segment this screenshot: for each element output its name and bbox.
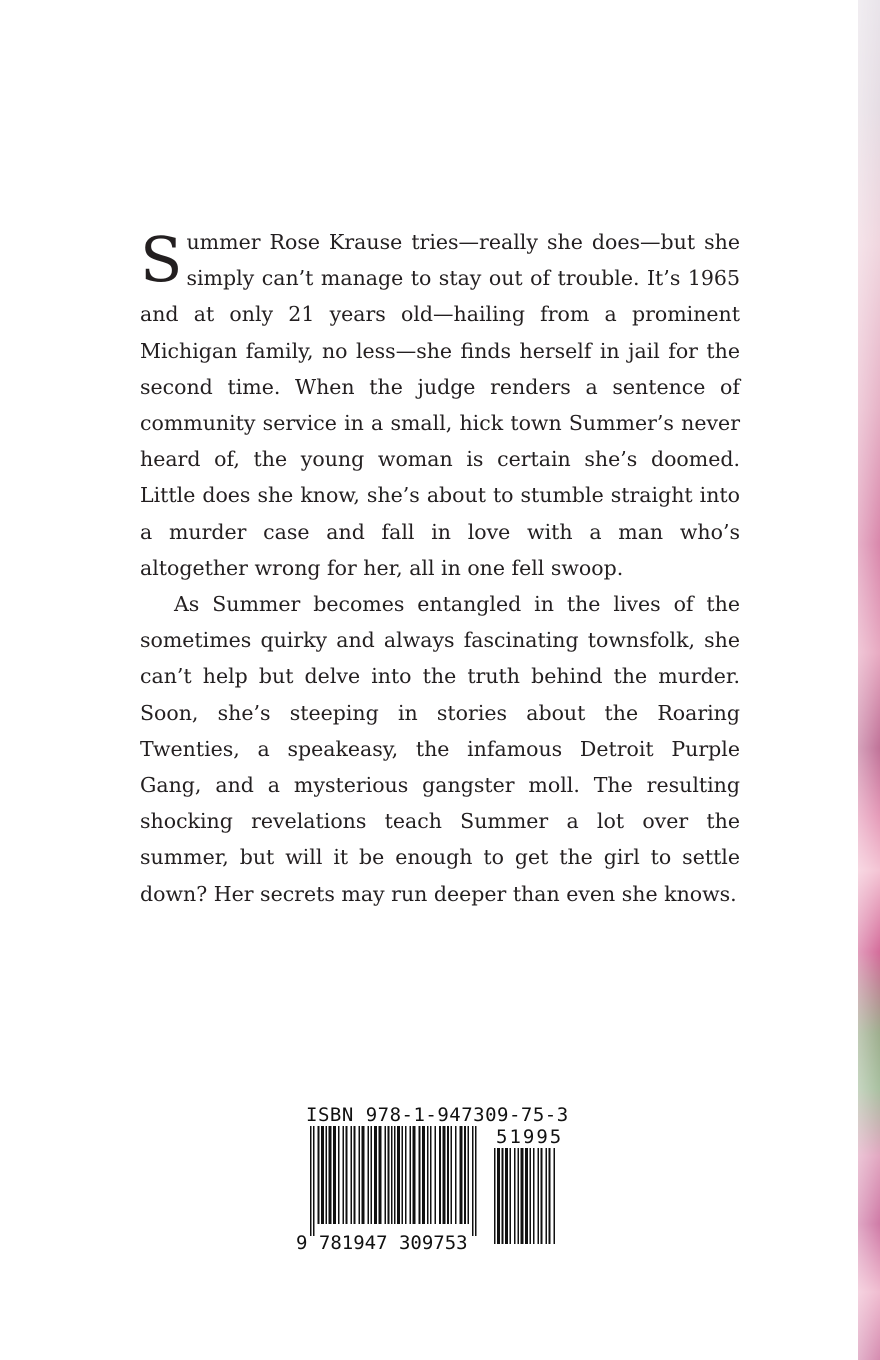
blurb-paragraph-1: Summer Rose Krause tries—really she does—but she simply can’t manage to stay out of trouble. It’s 1965 and at only 21 years old—hailing from a prominent Michigan family, no less—she finds herself in jail for the second time. When the judge renders a sentence of community service in a small, hick town Summer’s never heard of, the young woman is certain she’s doomed. Little does she know, she’s about to stumble straight into a murder case and fall in love with a man who’s altogether wrong for her, all in one fell swoop. bbox=[140, 223, 740, 580]
barcode-bar bbox=[419, 1126, 421, 1224]
barcode-bar bbox=[427, 1126, 429, 1224]
barcode-bar bbox=[505, 1148, 508, 1244]
barcode-bar bbox=[405, 1126, 407, 1224]
barcode-bar bbox=[464, 1126, 466, 1224]
floral-cover-edge bbox=[858, 0, 880, 1360]
barcode-bar bbox=[439, 1126, 441, 1224]
barcode-bar bbox=[533, 1148, 535, 1244]
barcode-bar bbox=[402, 1126, 404, 1224]
barcode-bar bbox=[374, 1126, 377, 1224]
barcode-bar bbox=[455, 1126, 457, 1224]
barcode-bar bbox=[371, 1126, 373, 1224]
barcode-bar bbox=[343, 1126, 345, 1224]
blurb-paragraph-2: As Summer becomes entangled in the lives of the sometimes quirky and always fascinating townsfolk, she can’t help but delve into the truth behind the murder. Soon, she’s steeping in stories about the Roaring Twenties, a speakeasy, the infamous Detroit Purple Gang, and a mysterious gangster moll. The resulting shocking revelations teach Summer a lot over the summer, but will it be enough to get the girl to settle down? Her secrets may run deeper than even she knows. bbox=[140, 592, 740, 906]
barcode-bar bbox=[368, 1126, 370, 1224]
ean-barcode-bars bbox=[310, 1126, 480, 1238]
barcode-bar bbox=[338, 1126, 340, 1224]
barcode-bar bbox=[435, 1126, 437, 1224]
barcode-bar bbox=[422, 1126, 425, 1224]
barcode-bar bbox=[326, 1126, 328, 1224]
barcode-bar bbox=[502, 1148, 504, 1244]
barcode-bar bbox=[321, 1126, 324, 1224]
barcode-bar bbox=[518, 1148, 520, 1244]
barcode-bar bbox=[549, 1148, 551, 1244]
barcode-bar bbox=[538, 1148, 540, 1244]
book-blurb bbox=[140, 224, 740, 912]
barcode-bar bbox=[362, 1126, 365, 1224]
barcode-bar bbox=[460, 1126, 463, 1224]
barcode-bar bbox=[351, 1126, 353, 1224]
barcode-bar bbox=[514, 1148, 516, 1244]
barcode-bar bbox=[388, 1126, 390, 1224]
barcode-bar bbox=[525, 1148, 528, 1244]
barcode-bar bbox=[354, 1126, 356, 1224]
barcode-bar bbox=[510, 1148, 512, 1244]
barcode-bar bbox=[318, 1126, 320, 1224]
barcode-bar bbox=[333, 1126, 336, 1224]
barcode-bar bbox=[494, 1148, 496, 1244]
barcode-bar bbox=[430, 1126, 432, 1224]
barcode-bar bbox=[329, 1126, 332, 1224]
isbn-label: ISBN 978-1-947309-75-3 bbox=[306, 1104, 569, 1126]
barcode-bar bbox=[472, 1126, 474, 1236]
barcode-bar bbox=[554, 1148, 556, 1244]
barcode-bar bbox=[391, 1126, 393, 1224]
addon-barcode-bars bbox=[494, 1148, 574, 1248]
barcode-bar bbox=[379, 1126, 382, 1224]
barcode-bar bbox=[447, 1126, 449, 1224]
barcode-bar bbox=[497, 1148, 500, 1244]
ean-digits: 9 781947 309753 bbox=[296, 1232, 468, 1254]
barcode-bar bbox=[413, 1126, 416, 1224]
barcode-bar bbox=[546, 1148, 548, 1244]
barcode-bar bbox=[475, 1126, 477, 1236]
barcode-bar bbox=[451, 1126, 453, 1224]
barcode-bar bbox=[443, 1126, 446, 1224]
barcode-bar bbox=[394, 1126, 396, 1224]
barcode-bar bbox=[530, 1148, 532, 1244]
barcode-bar bbox=[313, 1126, 315, 1236]
barcode-bar bbox=[397, 1126, 400, 1224]
barcode-bar bbox=[346, 1126, 348, 1224]
barcode-bar bbox=[468, 1126, 470, 1224]
barcode-bar bbox=[359, 1126, 361, 1224]
barcode-bar bbox=[310, 1126, 312, 1236]
isbn-barcode bbox=[296, 1104, 586, 1274]
barcode-bar bbox=[521, 1148, 524, 1244]
barcode-bar bbox=[410, 1126, 412, 1224]
price-code: 51995 bbox=[496, 1126, 564, 1148]
barcode-bar bbox=[385, 1126, 387, 1224]
barcode-bar bbox=[541, 1148, 543, 1244]
